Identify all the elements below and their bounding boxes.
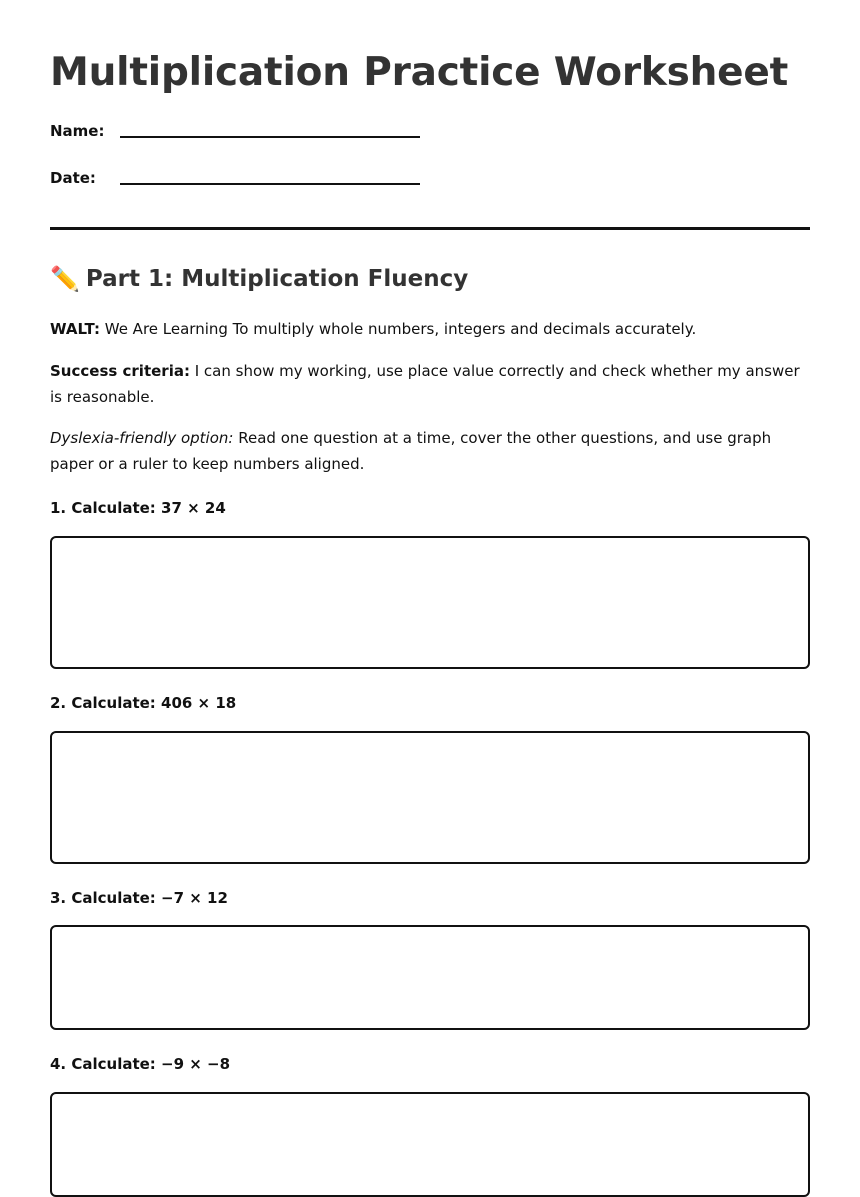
date-input-line[interactable] (120, 183, 420, 185)
success-criteria (50, 358, 810, 410)
name-field (50, 122, 430, 152)
dyslexia-option-label: Dyslexia-friendly option: (50, 429, 234, 447)
walt-label: WALT: (50, 320, 100, 338)
question-3-label: 3. Calculate: −7 × 12 (50, 889, 228, 907)
name-label: Name: (50, 122, 105, 140)
header-divider (50, 227, 810, 230)
walt-text: We Are Learning To multiply whole numbers, integers and decimals accurately. (99, 320, 697, 338)
dyslexia-option-text: Read one question at a time, cover the other questions, and use graph paper or a ruler to keep numbers aligned. (50, 429, 772, 473)
answer-box-4[interactable] (50, 1092, 810, 1197)
section-heading-text: Part 1: Multiplication Fluency (85, 266, 469, 292)
dyslexia-option (50, 425, 810, 477)
date-label: Date: (50, 169, 96, 187)
name-input-line[interactable] (120, 136, 420, 138)
question-1-label: 1. Calculate: 37 × 24 (50, 499, 226, 517)
pencil-icon: ✏️ (50, 265, 80, 293)
answer-box-1[interactable] (50, 536, 810, 669)
success-criteria-text: I can show my working, use place value correctly and check whether my answer is reasonable. (50, 362, 800, 406)
answer-box-2[interactable] (50, 731, 810, 864)
question-4-label: 4. Calculate: −9 × −8 (50, 1055, 231, 1073)
section-heading-part-1 (50, 265, 468, 293)
date-field (50, 169, 430, 199)
answer-box-3[interactable] (50, 925, 810, 1030)
success-criteria-label: Success criteria: (50, 362, 190, 380)
page-title: Multiplication Practice Worksheet (50, 50, 789, 95)
question-2-label: 2. Calculate: 406 × 18 (50, 694, 237, 712)
walt-statement (50, 316, 810, 342)
